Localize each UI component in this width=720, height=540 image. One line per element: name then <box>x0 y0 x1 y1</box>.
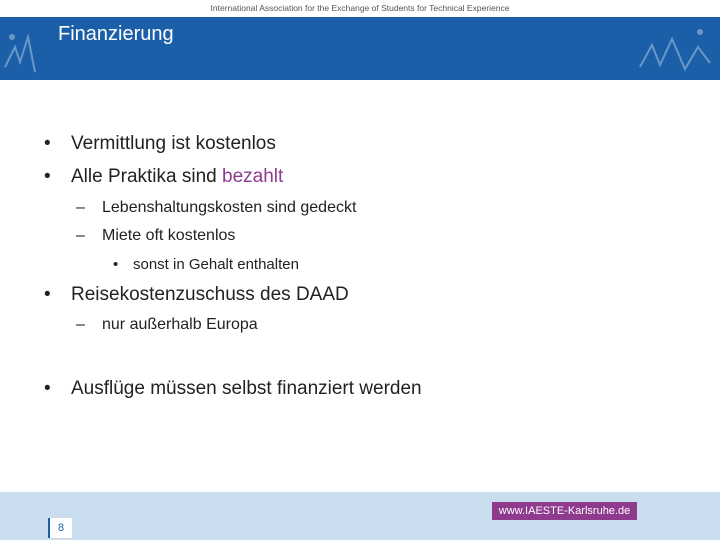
footer-divider <box>0 490 720 492</box>
bullet-text: Ausflüge müssen selbst finanziert werden <box>71 378 422 399</box>
bullet-text: Vermittlung ist kostenlos <box>71 133 276 154</box>
organization-header: International Association for the Exchange of Students for Technical Experience <box>0 0 720 17</box>
decorative-pattern-left <box>0 17 60 80</box>
dash-marker: – <box>76 316 85 333</box>
website-link[interactable]: www.IAESTE-Karlsruhe.de <box>492 502 637 520</box>
bullet-text: Reisekostenzuschuss des DAAD <box>71 284 349 305</box>
decorative-pattern-right <box>630 17 720 80</box>
sub-sub-bullet-text: sonst in Gehalt enthalten <box>133 256 299 273</box>
bullet-marker: • <box>44 284 51 305</box>
bullet-marker: • <box>113 256 119 273</box>
slide-title: Finanzierung <box>58 23 174 45</box>
sub-bullet-text: Miete oft kostenlos <box>102 227 236 244</box>
dash-marker: – <box>76 199 85 216</box>
highlighted-word: bezahlt <box>222 166 284 187</box>
footer <box>0 490 720 540</box>
page-number: 8 <box>48 518 72 538</box>
bullet-marker: • <box>44 378 51 399</box>
bullet-text-plain: Alle Praktika sind <box>71 166 223 187</box>
dash-marker: – <box>76 227 85 244</box>
title-band <box>0 17 720 80</box>
sub-bullet-text: nur außerhalb Europa <box>102 316 258 333</box>
sub-bullet-text: Lebenshaltungskosten sind gedeckt <box>102 199 357 216</box>
bullet-marker: • <box>44 133 51 154</box>
slide-content <box>0 80 720 490</box>
bullet-text <box>71 166 283 188</box>
bullet-marker: • <box>44 166 51 187</box>
